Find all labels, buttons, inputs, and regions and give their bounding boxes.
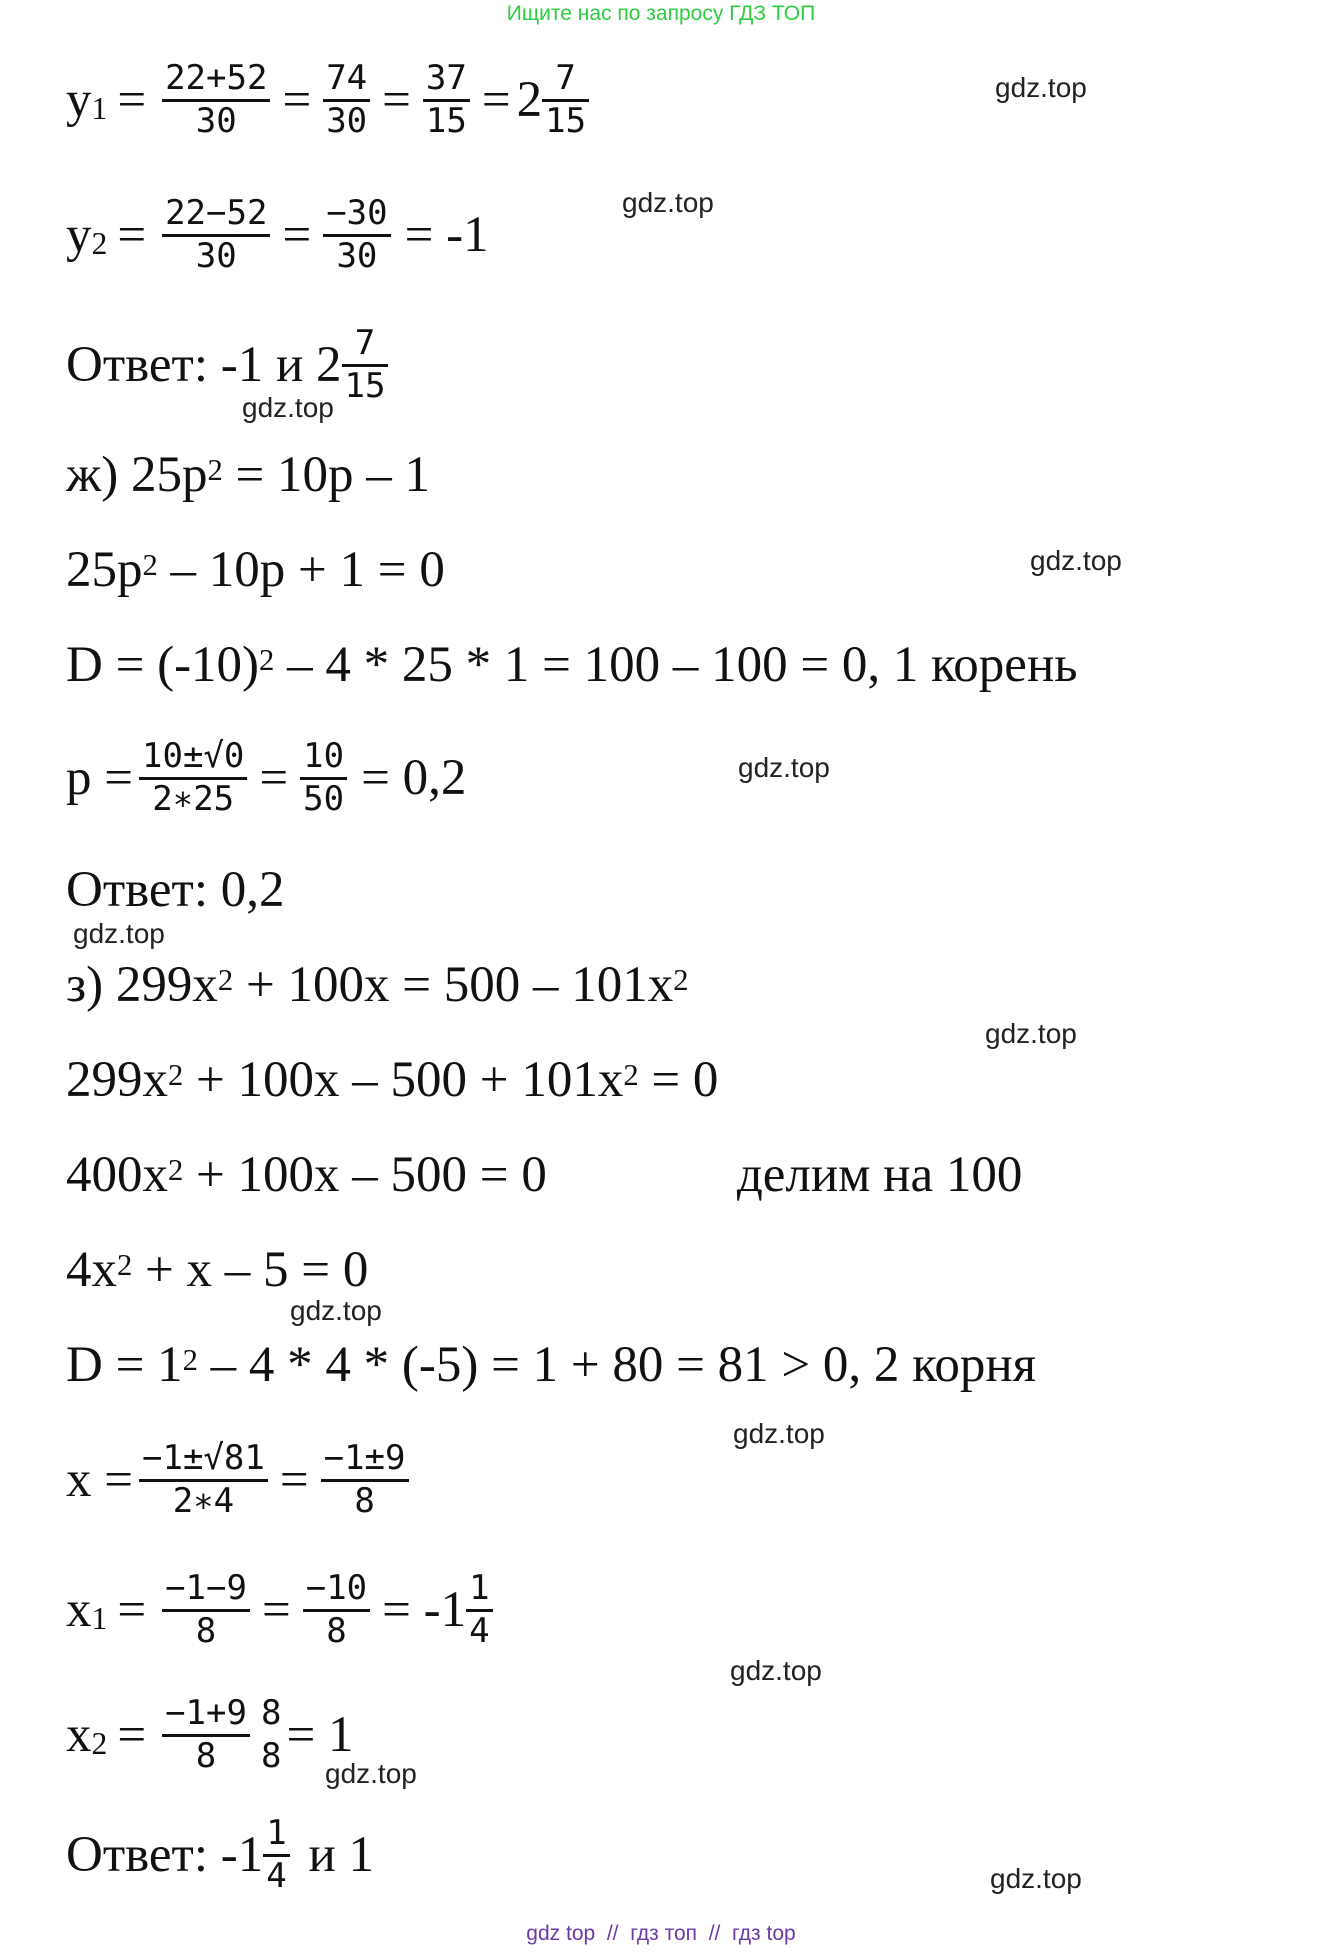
watermark: gdz.top (242, 392, 334, 423)
fraction (162, 59, 270, 140)
watermark: gdz.top (73, 918, 165, 949)
line-y1: y 1 = $\frac{22+52}{30}$ = $\frac{74}{30}$ = $\frac{37}{15}$ = 2 $\frac{7}{15}$ (66, 55, 595, 145)
fraction (323, 59, 370, 140)
expr: 299x (66, 1052, 168, 1108)
watermark: gdz.top (733, 1418, 825, 1449)
answer-1 (66, 320, 394, 410)
promo-banner[interactable]: Ищите нас по запросу ГДЗ ТОП (506, 2, 816, 25)
watermark: gdz.top (290, 1295, 382, 1326)
denominator: 4 (469, 1610, 490, 1651)
denominator: 2∗4 (172, 1480, 235, 1521)
denominator: 15 (545, 100, 587, 141)
numerator: 1 (266, 1813, 287, 1854)
expr: + 100x – 500 = 0 (183, 1147, 547, 1203)
sub-y2: 2 (91, 225, 108, 261)
whole-part: 2 (516, 72, 543, 128)
fraction (258, 1694, 284, 1775)
watermark: gdz.top (990, 1863, 1082, 1894)
fraction (303, 1569, 370, 1650)
watermark: gdz.top (325, 1758, 417, 1789)
var-y2: y (66, 207, 92, 263)
line-zh-3 (66, 620, 1078, 710)
expr: = 10p – 1 (222, 447, 431, 503)
expr: 4x (66, 1242, 117, 1298)
line-zh-4: p = $\frac{10\pm√0}{2∗25}$ = $\frac{10}{50}$ = 0,2 (66, 736, 467, 819)
numerator: 22+52 (165, 58, 268, 99)
exponent: 2 (142, 547, 158, 582)
line-z-3 (66, 1130, 1022, 1220)
numerator: 8 (260, 1693, 282, 1734)
denominator: 8 (260, 1735, 282, 1776)
whole-part: = -1 (382, 1582, 467, 1638)
answer-3 (66, 1810, 374, 1900)
exponent: 2 (217, 962, 234, 997)
exponent: 2 (168, 1152, 184, 1187)
line-z-1 (66, 940, 689, 1030)
answer-text: Ответ: 0,2 (66, 862, 285, 918)
expr: D = 1 (66, 1337, 183, 1393)
fraction (323, 194, 390, 275)
equals: = (117, 207, 147, 263)
fraction (162, 1569, 250, 1650)
denominator: 30 (336, 235, 378, 276)
numerator: −1−9 (165, 1568, 247, 1609)
var-x1: x (66, 1582, 92, 1638)
fraction (423, 59, 470, 140)
expr: з) 299x (66, 957, 218, 1013)
equals: = (117, 72, 147, 128)
denominator: 15 (344, 365, 386, 406)
fraction (321, 1439, 409, 1520)
exponent: 2 (259, 642, 275, 677)
watermark: gdz.top (995, 72, 1087, 103)
expr: = 0 (638, 1052, 719, 1108)
expr: + 100x = 500 – 101x (233, 957, 674, 1013)
exponent: 2 (117, 1247, 133, 1282)
numerator: 10±√0 (142, 736, 245, 777)
sub-x2: 2 (91, 1725, 108, 1761)
expr: ж) 25p (66, 447, 208, 503)
expr: – 4 * 4 * (-5) = 1 + 80 = 81 > 0, 2 корня (197, 1337, 1037, 1393)
watermark: gdz.top (1030, 545, 1122, 576)
fraction (542, 59, 589, 140)
numerator: 1 (469, 1568, 490, 1609)
expr: + 100x – 500 + 101x (183, 1052, 624, 1108)
numerator: 7 (354, 323, 376, 364)
expr: 400x (66, 1147, 168, 1203)
denominator: 30 (195, 100, 237, 141)
expr: p = (66, 750, 134, 806)
fraction (162, 1694, 250, 1775)
line-z-5 (66, 1320, 1036, 1410)
watermark: gdz.top (730, 1655, 822, 1686)
exponent: 2 (207, 452, 223, 487)
numerator: −30 (326, 193, 388, 234)
denominator: 2∗25 (152, 778, 235, 819)
denominator: 15 (425, 100, 467, 141)
footer-links[interactable]: gdz top // гдз топ // гдз top (526, 1922, 796, 1945)
numerator: 37 (425, 58, 467, 99)
line-zh-2 (66, 525, 445, 615)
numerator: −1±9 (323, 1438, 406, 1479)
answer-text: и 1 (295, 1827, 375, 1883)
line-y2: y 2 = $\frac{22-52}{30}$ = $\frac{-30}{30}$ = -1 (66, 193, 489, 276)
line-z-7: x 1 = $\frac{-1-9}{8}$ = $\frac{-10}{8}$ = -1 $\frac{1}{4}$ (66, 1565, 499, 1655)
line-z-6: x = $\frac{-1\pm√81}{2∗4}$ = $\frac{-1\pm 9}{8}$ (66, 1435, 415, 1525)
exponent: 2 (168, 1057, 184, 1092)
exponent: 2 (673, 962, 689, 997)
fraction (139, 1439, 268, 1520)
note: делим на 100 (736, 1147, 1023, 1203)
result: = 1 (286, 1707, 354, 1763)
fraction (466, 1569, 492, 1650)
numerator: −1+9 (165, 1693, 247, 1734)
denominator: 30 (326, 100, 368, 141)
expr: D = (-10) (66, 637, 260, 693)
line-z-8: x 2 = $\frac{-1+9}{8}$ 8 8 = 1 (66, 1693, 354, 1776)
numerator: 22−52 (165, 193, 268, 234)
fraction (139, 737, 247, 818)
denominator: 8 (195, 1735, 217, 1776)
denominator: 8 (326, 1610, 347, 1651)
expr: + x – 5 = 0 (132, 1242, 369, 1298)
denominator: 8 (195, 1610, 217, 1651)
expr: – 10p + 1 = 0 (157, 542, 445, 598)
fraction (300, 737, 347, 818)
expr: x = (66, 1452, 134, 1508)
answer-text: Ответ: -1 и 2 (66, 337, 342, 393)
var-x2: x (66, 1707, 92, 1763)
denominator: 50 (303, 778, 345, 819)
line-z-2 (66, 1035, 718, 1125)
numerator: −1±√81 (142, 1438, 265, 1479)
exponent: 2 (182, 1342, 198, 1377)
numerator: 7 (555, 58, 576, 99)
numerator: 10 (303, 736, 345, 777)
watermark: gdz.top (738, 752, 830, 783)
fraction (263, 1814, 289, 1895)
var-y1: y (66, 72, 92, 128)
sub-y1: 1 (91, 90, 108, 126)
denominator: 8 (354, 1480, 375, 1521)
sub-x1: 1 (91, 1600, 108, 1636)
fraction (342, 324, 389, 405)
expr: – 4 * 25 * 1 = 100 – 100 = 0, 1 корень (274, 637, 1078, 693)
numerator: 74 (326, 58, 368, 99)
result: = -1 (404, 207, 489, 263)
watermark: gdz.top (985, 1018, 1077, 1049)
expr: 25p (66, 542, 143, 598)
result: = 0,2 (361, 750, 467, 806)
answer-text: Ответ: -1 (66, 1827, 264, 1883)
exponent: 2 (623, 1057, 639, 1092)
denominator: 4 (266, 1855, 287, 1896)
watermark: gdz.top (622, 187, 714, 218)
line-zh-1 (66, 430, 430, 520)
denominator: 30 (195, 235, 237, 276)
numerator: −10 (305, 1568, 368, 1609)
fraction (162, 194, 270, 275)
